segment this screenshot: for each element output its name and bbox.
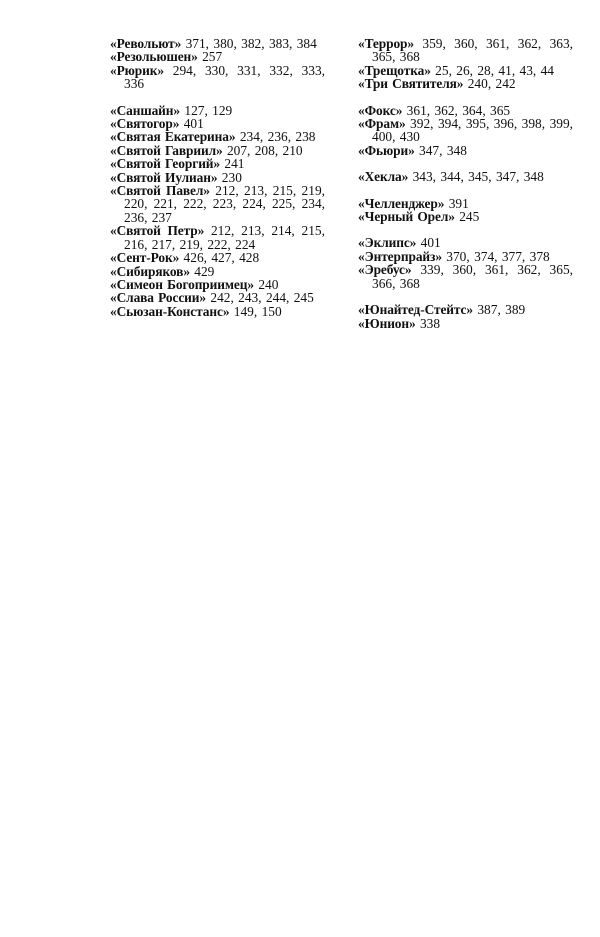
ship-name: «Святогор» <box>110 116 180 132</box>
ship-name: «Святой Георгий» <box>110 156 221 172</box>
index-entry <box>358 210 573 223</box>
page-references: 127, 129 <box>184 102 233 118</box>
ship-name: «Юнайтед-Стейтс» <box>358 302 473 318</box>
page-references: 242, 243, 244, 245 <box>210 290 314 306</box>
page-references: 347, 348 <box>419 142 467 158</box>
index-entry <box>110 278 325 291</box>
index-group <box>358 236 573 290</box>
page-references: 359, 360, 361, 362, 363, 365, 368 <box>372 36 573 65</box>
page-references: 241 <box>224 156 245 172</box>
index-entry <box>358 64 573 77</box>
index-entry <box>358 37 573 64</box>
index-entry <box>110 157 325 170</box>
index-column-left <box>110 37 325 331</box>
page-references: 401 <box>420 235 441 251</box>
index-entry <box>358 317 573 330</box>
index-group <box>110 104 325 319</box>
page-references: 338 <box>419 315 441 331</box>
ship-name: «Эклипс» <box>358 235 417 251</box>
index-entry <box>358 197 573 210</box>
index-entry <box>358 144 573 157</box>
index-entry <box>358 250 573 263</box>
ship-name: «Челленджер» <box>358 195 445 211</box>
index-entry <box>110 291 325 304</box>
ship-name: «Сибиряков» <box>110 263 190 279</box>
page-references: 391 <box>448 195 469 211</box>
ship-name: «Юнион» <box>358 315 416 331</box>
index-group <box>358 37 573 91</box>
index-entry <box>358 117 573 144</box>
ship-name: «Трещотка» <box>358 62 431 78</box>
page-references: 240 <box>258 276 279 292</box>
ship-name: «Хекла» <box>358 169 409 185</box>
index-entry <box>110 50 325 63</box>
index-group <box>358 170 573 183</box>
index-entry <box>358 303 573 316</box>
page-references: 230 <box>221 169 242 185</box>
index-entry <box>110 171 325 184</box>
index-entry <box>110 251 325 264</box>
index-entry <box>110 64 325 91</box>
index-entry <box>110 265 325 278</box>
ship-name: «Святой Гавриил» <box>110 142 223 158</box>
ship-name: «Черный Орел» <box>358 209 455 225</box>
index-entry <box>110 130 325 143</box>
page-references: 392, 394, 395, 396, 398, 399, 400, 430 <box>372 116 573 145</box>
ship-name: «Рюрик» <box>110 62 164 78</box>
index-group <box>358 104 573 158</box>
page-references: 212, 213, 214, 215, 216, 217, 219, 222, 224 <box>124 223 325 252</box>
index-entry <box>358 77 573 90</box>
ship-name: «Святой Иулиан» <box>110 169 218 185</box>
page-references: 294, 330, 331, 332, 333, 336 <box>124 62 325 92</box>
page-references: 245 <box>459 209 480 225</box>
ship-name: «Слава России» <box>110 290 207 306</box>
page-references: 234, 236, 238 <box>239 129 316 145</box>
index-entry <box>110 117 325 130</box>
ship-name: «Револьют» <box>110 36 182 51</box>
index-entry <box>110 37 325 50</box>
ship-name: «Эребус» <box>358 262 412 278</box>
page-references: 371, 380, 382, 383, 384 <box>185 36 317 51</box>
page-references: 429 <box>194 263 215 279</box>
index-entry <box>110 104 325 117</box>
page-references: 426, 427, 428 <box>183 250 260 266</box>
index-entry <box>110 224 325 251</box>
ship-name: «Саншайн» <box>110 102 181 118</box>
page-references: 370, 374, 377, 378 <box>446 248 550 264</box>
ship-name: «Резольюшен» <box>110 49 198 65</box>
ship-name: «Сент-Рок» <box>110 250 180 266</box>
ship-name: «Святой Петр» <box>110 223 205 239</box>
ship-name: «Энтерпрайз» <box>358 248 442 264</box>
index-entry <box>358 104 573 117</box>
page-references: 257 <box>202 49 223 65</box>
page-references: 401 <box>183 116 204 132</box>
ship-name: «Три Святителя» <box>358 76 464 92</box>
index-entry <box>110 184 325 224</box>
page-references: 339, 360, 361, 362, 365, 366, 368 <box>372 262 573 291</box>
index-entry <box>110 305 325 318</box>
page-references: 343, 344, 345, 347, 348 <box>412 169 544 185</box>
ship-name: «Фрам» <box>358 116 406 132</box>
page-references: 240, 242 <box>467 76 516 92</box>
page-references: 212, 213, 215, 219, 220, 221, 222, 223, 224, 225, 234, 236, 237 <box>124 183 325 225</box>
index-group <box>358 303 573 330</box>
ship-name: «Симеон Богоприимец» <box>110 276 254 292</box>
page-references: 25, 26, 28, 41, 43, 44 <box>435 62 554 78</box>
ship-name: «Террор» <box>358 36 414 51</box>
index-entry <box>358 236 573 249</box>
ship-name: «Сьюзан-Констанс» <box>110 303 230 319</box>
ship-name: «Фокс» <box>358 102 403 118</box>
index-column-right <box>358 37 573 343</box>
index-group <box>358 197 573 224</box>
index-entry <box>358 263 573 290</box>
ship-name: «Святой Павел» <box>110 183 210 199</box>
ship-name: «Святая Екатерина» <box>110 129 236 145</box>
index-entry <box>358 170 573 183</box>
page-references: 207, 208, 210 <box>226 142 303 158</box>
index-entry <box>110 144 325 157</box>
page-references: 387, 389 <box>477 302 526 318</box>
page-references: 361, 362, 364, 365 <box>406 102 511 118</box>
ship-name: «Фьюри» <box>358 142 415 158</box>
index-group <box>110 37 325 91</box>
page-references: 149, 150 <box>233 303 282 319</box>
